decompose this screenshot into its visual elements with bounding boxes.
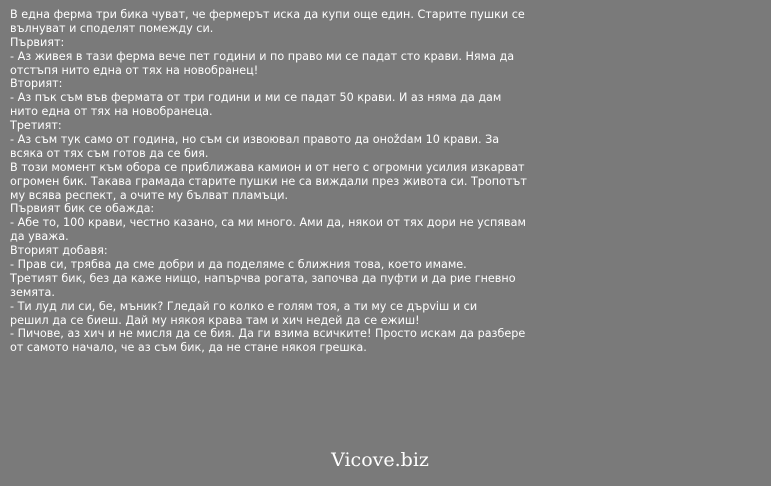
text-line: Третият бик, без да каже нищо, напърчва рогата, започва да пуфти и да рие гневно [10,271,516,285]
text-line: - Ти луд ли си, бе, мъник? Гледай го колко е голям тоя, а ти му се дърviш и си [10,299,478,313]
text-line: - Аз живея в тази ферма вече пет години и по право ми се падат сто крави. Няма да [10,49,515,63]
text-line: - Пичове, аз хич и не мисля да се бия. Да ги взима всичките! Просто искам да разбере [10,327,526,341]
site-watermark: Vicove.biz [331,449,429,471]
text-line: В една ферма три бика чуват, че фермерът иска да купи още един. Старите пушки се [10,8,525,21]
text-line: - Прав си, трябва да сме добри и да поделяме с ближния това, което имаме. [10,258,467,272]
text-line: от самото начало, че аз съм бик, да не стане някоя грешка. [10,341,367,355]
text-line: Вторият: [10,77,63,91]
text-line: - Абе то, 100 крави, честно казано, са ми много. Ами да, някои от тях дори не успявам [10,216,526,230]
text-line: В този момент към обора се приближава камион и от него с огромни усилия изкарват [10,160,525,174]
text-line: - Аз пък съм във фермата от три години и ми се падат 50 крави. И аз няма да дам [10,91,502,105]
text-line: огромен бик. Такава грамада старите пушки не са виждали през живота си. Тропотът [10,174,527,188]
text-line: му всява респект, а очите му бълват пламъци. [10,188,289,202]
joke-text [10,8,590,355]
text-line: нито една от тях на новобранеца. [10,105,213,119]
text-line: решил да се биеш. Дай му някоя крава там и хич недей да се ежиш! [10,313,420,327]
text-line: отстъпя нито една от тях на новобранец! [10,63,259,77]
text-line: - Аз съм тук само от година, но съм си извоювал правото да оноždам 10 крави. За [10,133,500,147]
text-line: вълнуват и споделят помежду си. [10,21,214,35]
text-line: Третият: [10,119,62,133]
text-line: Първият: [10,35,65,49]
text-line: земята. [10,285,55,299]
text-line: Първият бик се обажда: [10,202,155,216]
text-line: да уважа. [10,230,69,244]
text-line: всяка от тях съм готов да се бия. [10,146,209,160]
text-line: Вторият добавя: [10,244,108,258]
